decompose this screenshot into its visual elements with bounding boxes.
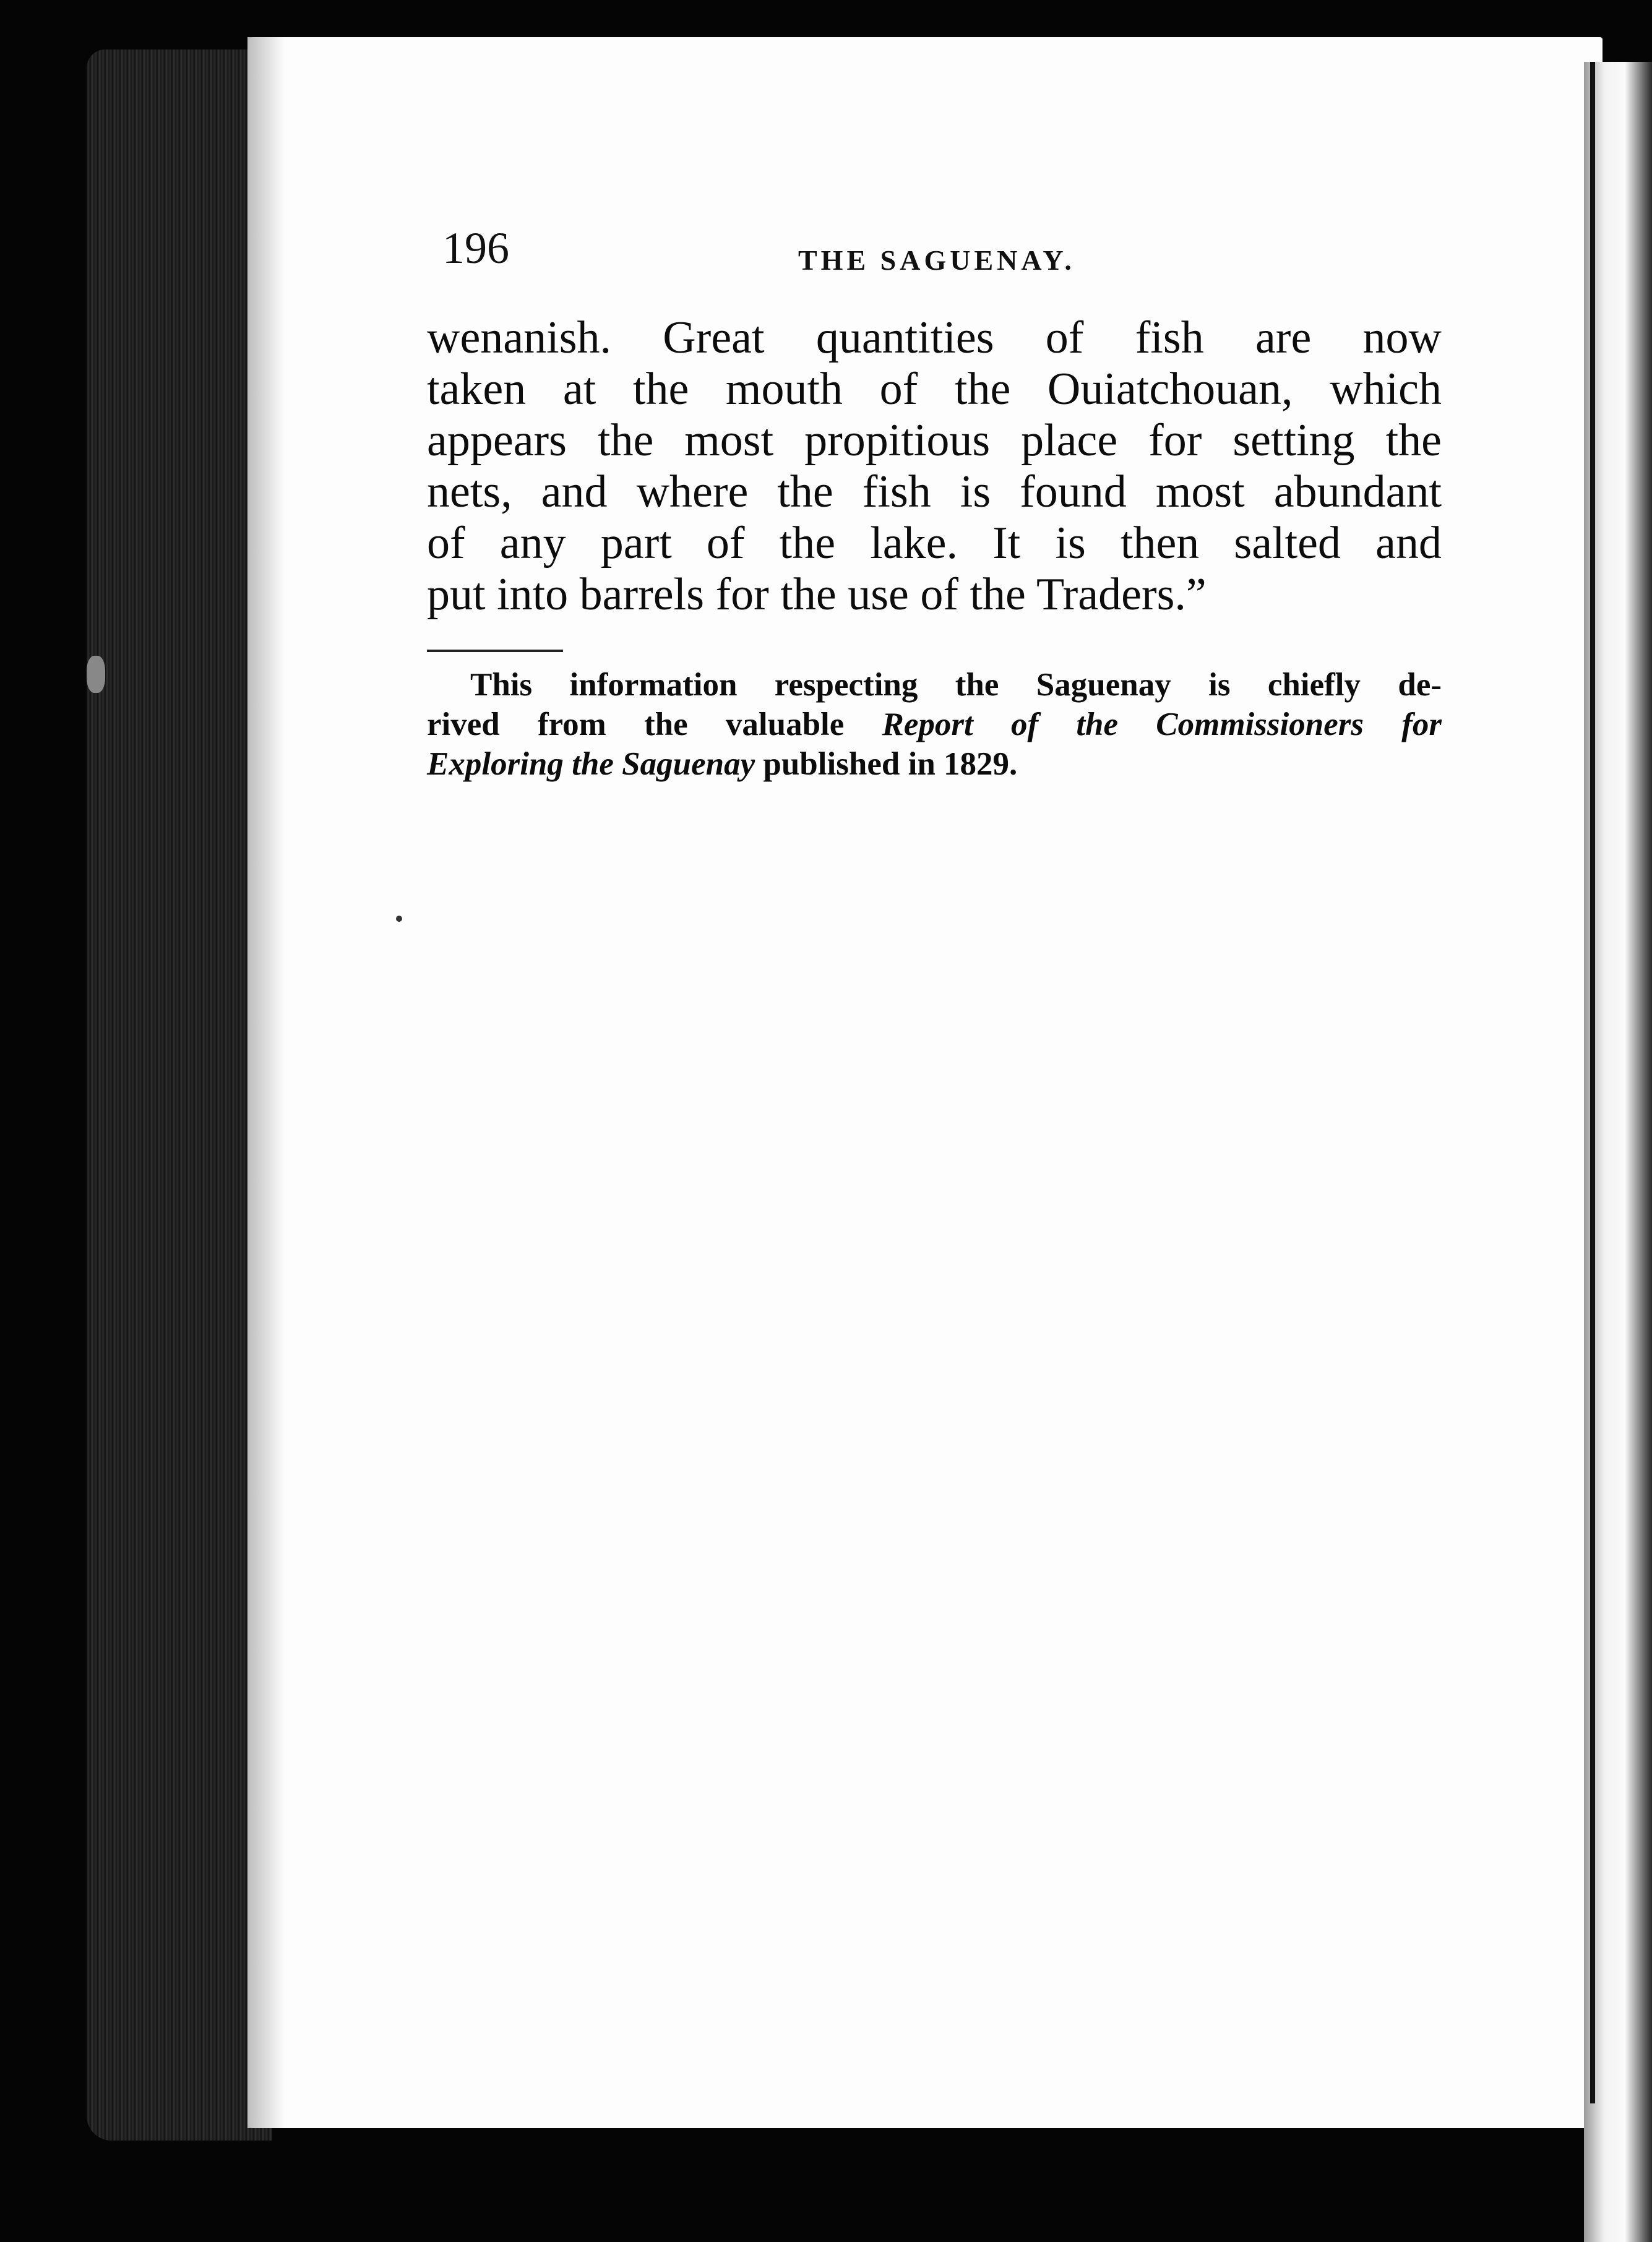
text-line: taken at the mouth of the Ouiatchouan, which bbox=[427, 364, 1442, 414]
footnote-italic-title: Report of the Commissioners for bbox=[882, 707, 1442, 742]
book-page-edges bbox=[87, 49, 272, 2141]
footnote bbox=[427, 665, 1442, 784]
footnote-text: published in 1829. bbox=[755, 746, 1018, 782]
page-gutter-shadow bbox=[247, 37, 285, 2128]
page-header bbox=[442, 223, 1445, 285]
text-line: put into barrels for the use of the Traders.” bbox=[427, 569, 1207, 620]
footnote-line bbox=[427, 705, 1442, 744]
binding-gutter bbox=[1590, 62, 1595, 2103]
page-number: 196 bbox=[442, 223, 509, 273]
text-line: appears the most propitious place for setting the bbox=[427, 415, 1442, 466]
footnote-line bbox=[427, 744, 1442, 784]
footnote-italic-title: Exploring the Saguenay bbox=[427, 746, 755, 782]
footnote-text: rived from the valuable bbox=[427, 707, 882, 742]
running-head: THE SAGUENAY. bbox=[798, 244, 1075, 276]
text-line: nets, and where the fish is found most abundant bbox=[427, 466, 1442, 517]
ink-speck bbox=[396, 916, 402, 922]
body-paragraph bbox=[427, 312, 1442, 621]
footnote-line: This information respecting the Saguenay is chiefly de- bbox=[470, 667, 1442, 703]
edge-blemish bbox=[87, 656, 105, 693]
text-line: of any part of the lake. It is then salted and bbox=[427, 518, 1442, 569]
footnote-rule bbox=[427, 650, 563, 652]
text-line: wenanish. Great quantities of fish are now bbox=[427, 312, 1442, 363]
